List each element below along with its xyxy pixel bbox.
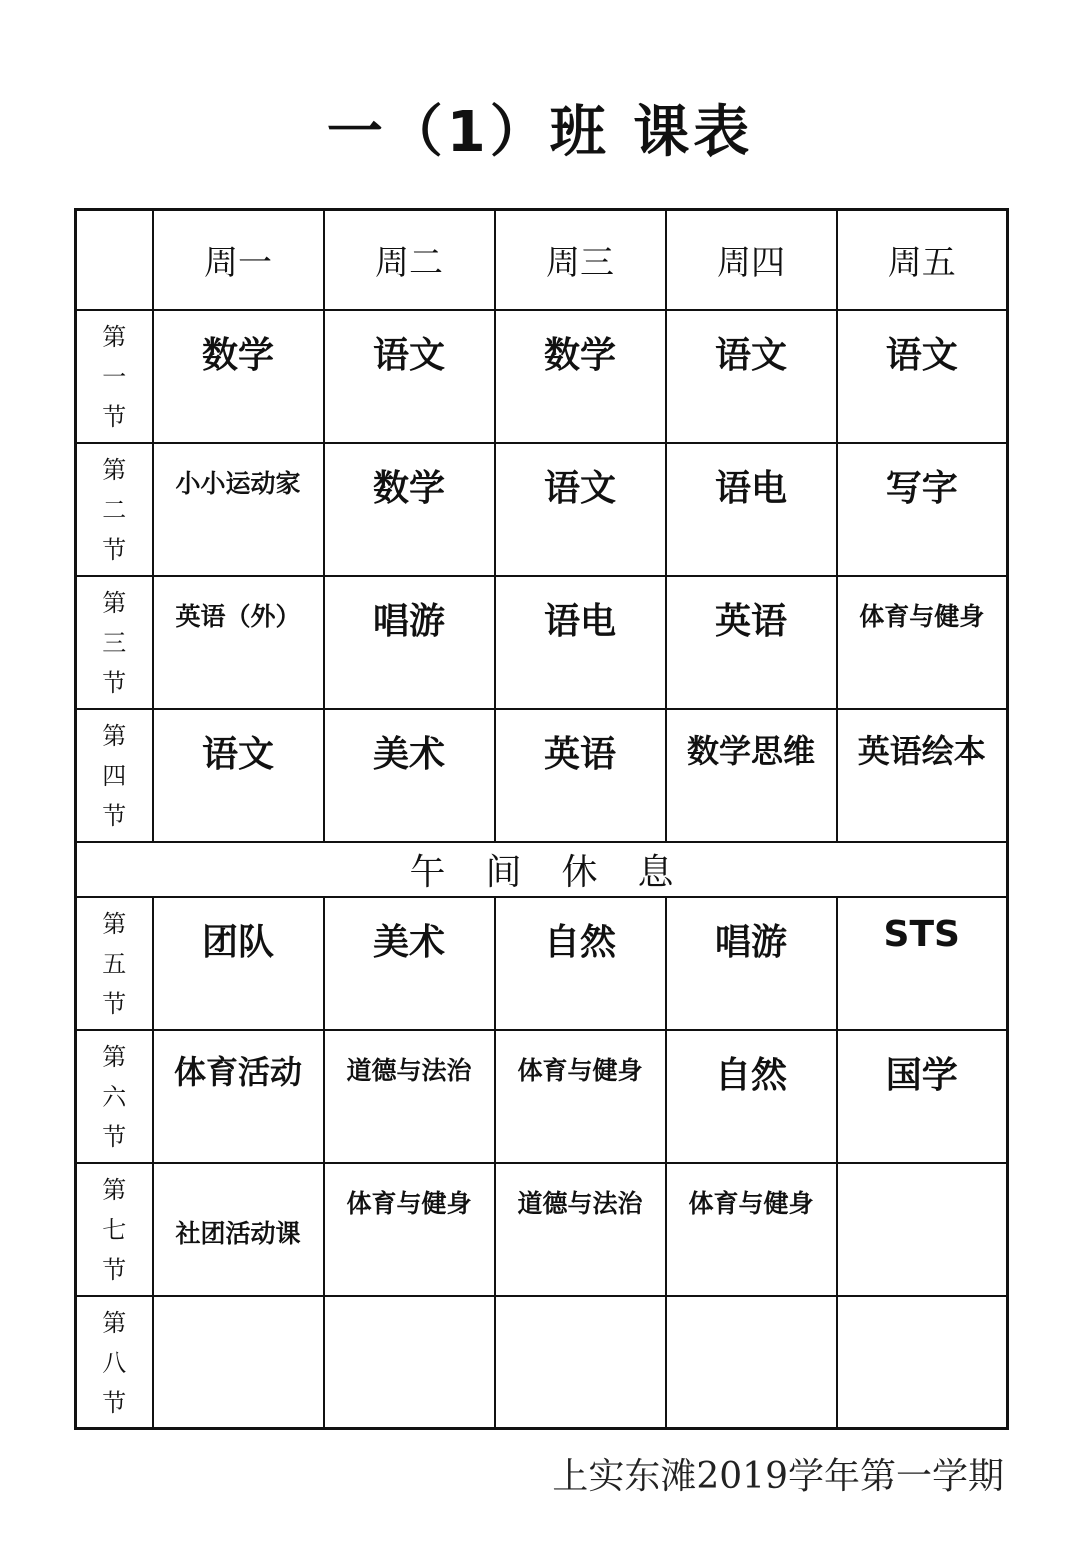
- period-row: [76, 576, 1008, 709]
- class-subject: 英语（外）: [175, 601, 301, 631]
- class-subject: [154, 1297, 323, 1313]
- class-subject: 道德与法治: [517, 1188, 643, 1218]
- day-header: 周四: [666, 210, 837, 310]
- class-cell: [666, 1030, 837, 1163]
- period-label: [76, 310, 153, 443]
- class-subject: 英语: [543, 733, 616, 775]
- class-cell: [837, 1296, 1008, 1429]
- class-cell: [153, 310, 324, 443]
- class-cell: [495, 709, 666, 842]
- class-subject: 唱游: [714, 921, 787, 963]
- class-subject: 美术: [372, 921, 445, 963]
- class-cell: [837, 709, 1008, 842]
- class-cell: [837, 1030, 1008, 1163]
- period-label-char: 四: [102, 761, 127, 790]
- day-header: 周一: [153, 210, 324, 310]
- page-title: 一（1）班 课表: [326, 100, 754, 165]
- class-subject: 数学思维: [686, 731, 815, 770]
- period-row: [76, 1163, 1008, 1296]
- class-cell: [495, 1296, 666, 1429]
- class-cell: [837, 310, 1008, 443]
- class-cell: [495, 443, 666, 576]
- class-subject: 数学: [372, 467, 445, 509]
- period-label: [76, 1163, 153, 1296]
- class-subject: [496, 1297, 665, 1313]
- period-row: [76, 897, 1008, 1030]
- class-cell: [495, 576, 666, 709]
- period-label: [76, 1296, 153, 1429]
- class-subject: 数学: [201, 334, 274, 376]
- day-header: 周三: [495, 210, 666, 310]
- class-subject: 语文: [885, 334, 958, 376]
- period-label-char: 二: [102, 495, 127, 524]
- period-label: [76, 576, 153, 709]
- class-subject: 语文: [714, 334, 787, 376]
- class-cell: [324, 1163, 495, 1296]
- timetable: [74, 208, 1009, 1430]
- class-subject: 美术: [372, 733, 445, 775]
- class-cell: [153, 1163, 324, 1296]
- class-subject: 体育与健身: [688, 1188, 814, 1218]
- period-label: [76, 1030, 153, 1163]
- class-cell: [837, 443, 1008, 576]
- class-subject: [838, 1164, 1007, 1180]
- class-cell: [324, 576, 495, 709]
- period-label-char: 第: [102, 322, 127, 351]
- lunch-break-label: 午间休息: [76, 842, 1008, 897]
- period-label-char: 节: [102, 801, 127, 830]
- period-row: [76, 709, 1008, 842]
- class-subject: 语电: [714, 467, 787, 509]
- period-label-char: 节: [102, 989, 127, 1018]
- period-label-char: 节: [102, 1122, 127, 1151]
- class-subject: 体育与健身: [859, 601, 985, 631]
- class-cell: [666, 310, 837, 443]
- class-cell: [153, 709, 324, 842]
- class-subject: 写字: [885, 467, 958, 509]
- period-row: [76, 1030, 1008, 1163]
- class-cell: [324, 709, 495, 842]
- class-subject: 英语: [714, 600, 787, 642]
- class-cell: [837, 897, 1008, 1030]
- period-label-char: 第: [102, 455, 127, 484]
- period-label: [76, 709, 153, 842]
- class-subject: 体育活动: [173, 1052, 302, 1091]
- period-label-char: 第: [102, 1042, 127, 1071]
- class-cell: [324, 1030, 495, 1163]
- class-subject: 语文: [543, 467, 616, 509]
- class-subject: 自然: [714, 1054, 787, 1096]
- class-subject: [838, 1297, 1007, 1313]
- class-cell: [495, 897, 666, 1030]
- period-row: [76, 310, 1008, 443]
- class-cell: [666, 576, 837, 709]
- class-cell: [837, 1163, 1008, 1296]
- class-cell: [324, 897, 495, 1030]
- class-cell: [153, 897, 324, 1030]
- class-cell: [324, 310, 495, 443]
- period-label-char: 三: [102, 628, 127, 657]
- class-subject: 体育与健身: [517, 1055, 643, 1085]
- class-cell: [153, 1030, 324, 1163]
- day-header: 周二: [324, 210, 495, 310]
- period-label-char: 节: [102, 402, 127, 431]
- class-cell: [666, 1163, 837, 1296]
- class-cell: [153, 576, 324, 709]
- class-subject: 小小运动家: [175, 468, 301, 498]
- class-subject: 唱游: [372, 600, 445, 642]
- class-subject: 国学: [885, 1054, 958, 1096]
- class-subject: 团队: [201, 921, 274, 963]
- period-label-char: 第: [102, 721, 127, 750]
- class-cell: [153, 1296, 324, 1429]
- period-label-char: 第: [102, 1175, 127, 1204]
- period-label-char: 节: [102, 1388, 127, 1417]
- period-label-char: 节: [102, 535, 127, 564]
- class-cell: [666, 897, 837, 1030]
- period-label-char: 八: [102, 1348, 127, 1377]
- class-cell: [324, 1296, 495, 1429]
- period-label-char: 第: [102, 909, 127, 938]
- class-cell: [495, 1163, 666, 1296]
- class-cell: [666, 709, 837, 842]
- class-subject: 社团活动课: [175, 1218, 301, 1248]
- corner-cell: [76, 210, 153, 310]
- class-subject: 自然: [543, 921, 616, 963]
- period-label-char: 六: [102, 1082, 127, 1111]
- semester-footer: 上实东滩2019学年第一学期: [552, 1456, 1004, 1497]
- class-cell: [666, 1296, 837, 1429]
- period-label-char: 五: [102, 949, 127, 978]
- period-row: [76, 443, 1008, 576]
- class-subject: 语电: [543, 600, 616, 642]
- lunch-row: [76, 842, 1008, 897]
- class-subject: 英语绘本: [857, 731, 986, 770]
- period-label-char: 第: [102, 588, 127, 617]
- class-cell: [153, 443, 324, 576]
- class-cell: [495, 1030, 666, 1163]
- day-header: 周五: [837, 210, 1008, 310]
- period-label-char: 节: [102, 668, 127, 697]
- header-row: [76, 210, 1008, 310]
- class-subject: [667, 1297, 836, 1313]
- class-cell: [666, 443, 837, 576]
- class-cell: [837, 576, 1008, 709]
- class-cell: [324, 443, 495, 576]
- period-label-char: 节: [102, 1255, 127, 1284]
- class-subject: 道德与法治: [346, 1055, 472, 1085]
- period-label-char: 第: [102, 1308, 127, 1337]
- period-label: [76, 897, 153, 1030]
- class-subject: 语文: [201, 733, 274, 775]
- class-subject: 数学: [543, 334, 616, 376]
- class-subject: STS: [883, 913, 960, 955]
- class-subject: 语文: [372, 334, 445, 376]
- period-row: [76, 1296, 1008, 1429]
- period-label: [76, 443, 153, 576]
- class-subject: 体育与健身: [346, 1188, 472, 1218]
- class-cell: [495, 310, 666, 443]
- period-label-char: 七: [102, 1215, 127, 1244]
- period-label-char: 一: [102, 362, 127, 391]
- class-subject: [325, 1297, 494, 1313]
